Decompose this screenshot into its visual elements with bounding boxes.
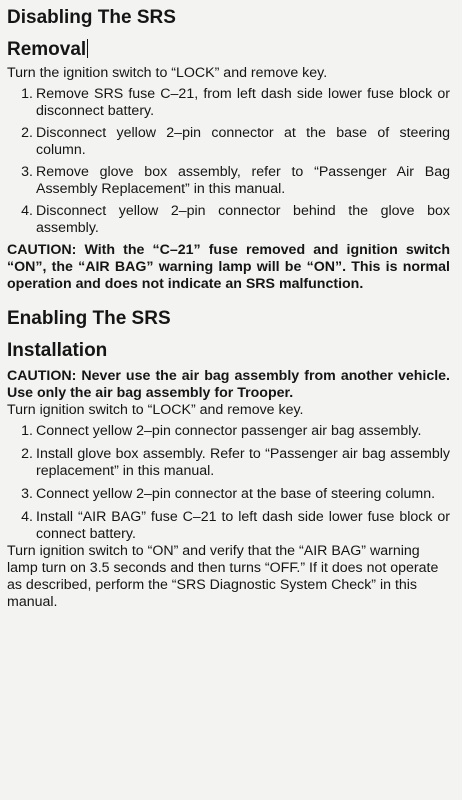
- removal-intro: Turn the ignition switch to “LOCK” and remove key.: [7, 65, 328, 81]
- list-item: [7, 125, 450, 159]
- step-text: Remove SRS fuse C–21, from left dash side lower fuse block or disconnect battery.: [36, 86, 450, 119]
- installation-closing: Turn ignition switch to “ON” and verify that the “AIR BAG” warning lamp turn on 3.5 seconds and then turns “OFF.” If it does not operate as described, perform the “SRS Diagnostic System Check” in this manual.: [7, 543, 439, 610]
- removal-steps: [7, 86, 450, 237]
- step-number: 3.: [21, 486, 33, 502]
- step-number: 4.: [21, 203, 33, 219]
- step-number: 2.: [21, 125, 33, 141]
- step-number: 1.: [21, 86, 33, 102]
- disabling-section: [7, 6, 450, 293]
- step-text: Disconnect yellow 2–pin connector behind the glove box assembly.: [36, 203, 450, 236]
- step-number: 3.: [21, 164, 33, 180]
- step-text: Install “AIR BAG” fuse C–21 to left dash side lower fuse block or connect battery.: [36, 509, 450, 542]
- section-title-enabling: Enabling The SRS: [7, 308, 171, 329]
- step-text: Connect yellow 2–pin connector passenger air bag assembly.: [36, 423, 422, 439]
- installation-intro: Turn ignition switch to “LOCK” and remove key.: [7, 402, 304, 418]
- subsection-title-removal: [7, 38, 450, 62]
- list-item: [7, 164, 450, 198]
- list-item: [7, 486, 450, 503]
- step-number: 2.: [21, 446, 33, 462]
- step-text: Install glove box assembly. Refer to “Passenger air bag assembly replacement” in this manual.: [36, 446, 450, 479]
- removal-caution: CAUTION: With the “C–21” fuse removed and ignition switch “ON”, the “AIR BAG” warning lamp will be “ON”. This is normal operation and does not indicate an SRS malfunction.: [7, 242, 450, 292]
- list-item: [7, 203, 450, 237]
- list-item: [7, 86, 450, 120]
- step-number: 4.: [21, 509, 33, 525]
- installation-caution: CAUTION: Never use the air bag assembly from another vehicle. Use only the air bag assembly for Trooper.: [7, 368, 450, 401]
- list-item: [7, 446, 450, 480]
- text-cursor: [87, 39, 88, 58]
- removal-heading-text: Removal: [7, 39, 87, 60]
- step-text: Disconnect yellow 2–pin connector at the base of steering column.: [36, 125, 450, 158]
- step-text: Connect yellow 2–pin connector at the base of steering column.: [36, 486, 436, 502]
- section-title-disabling: Disabling The SRS: [7, 7, 176, 28]
- list-item: [7, 423, 450, 440]
- step-text: Remove glove box assembly, refer to “Passenger Air Bag Assembly Replacement” in this manual.: [36, 164, 450, 197]
- enabling-section: [7, 307, 450, 611]
- installation-steps: [7, 423, 450, 543]
- list-item: [7, 509, 450, 543]
- subsection-title-installation: Installation: [7, 340, 108, 361]
- step-number: 1.: [21, 423, 33, 439]
